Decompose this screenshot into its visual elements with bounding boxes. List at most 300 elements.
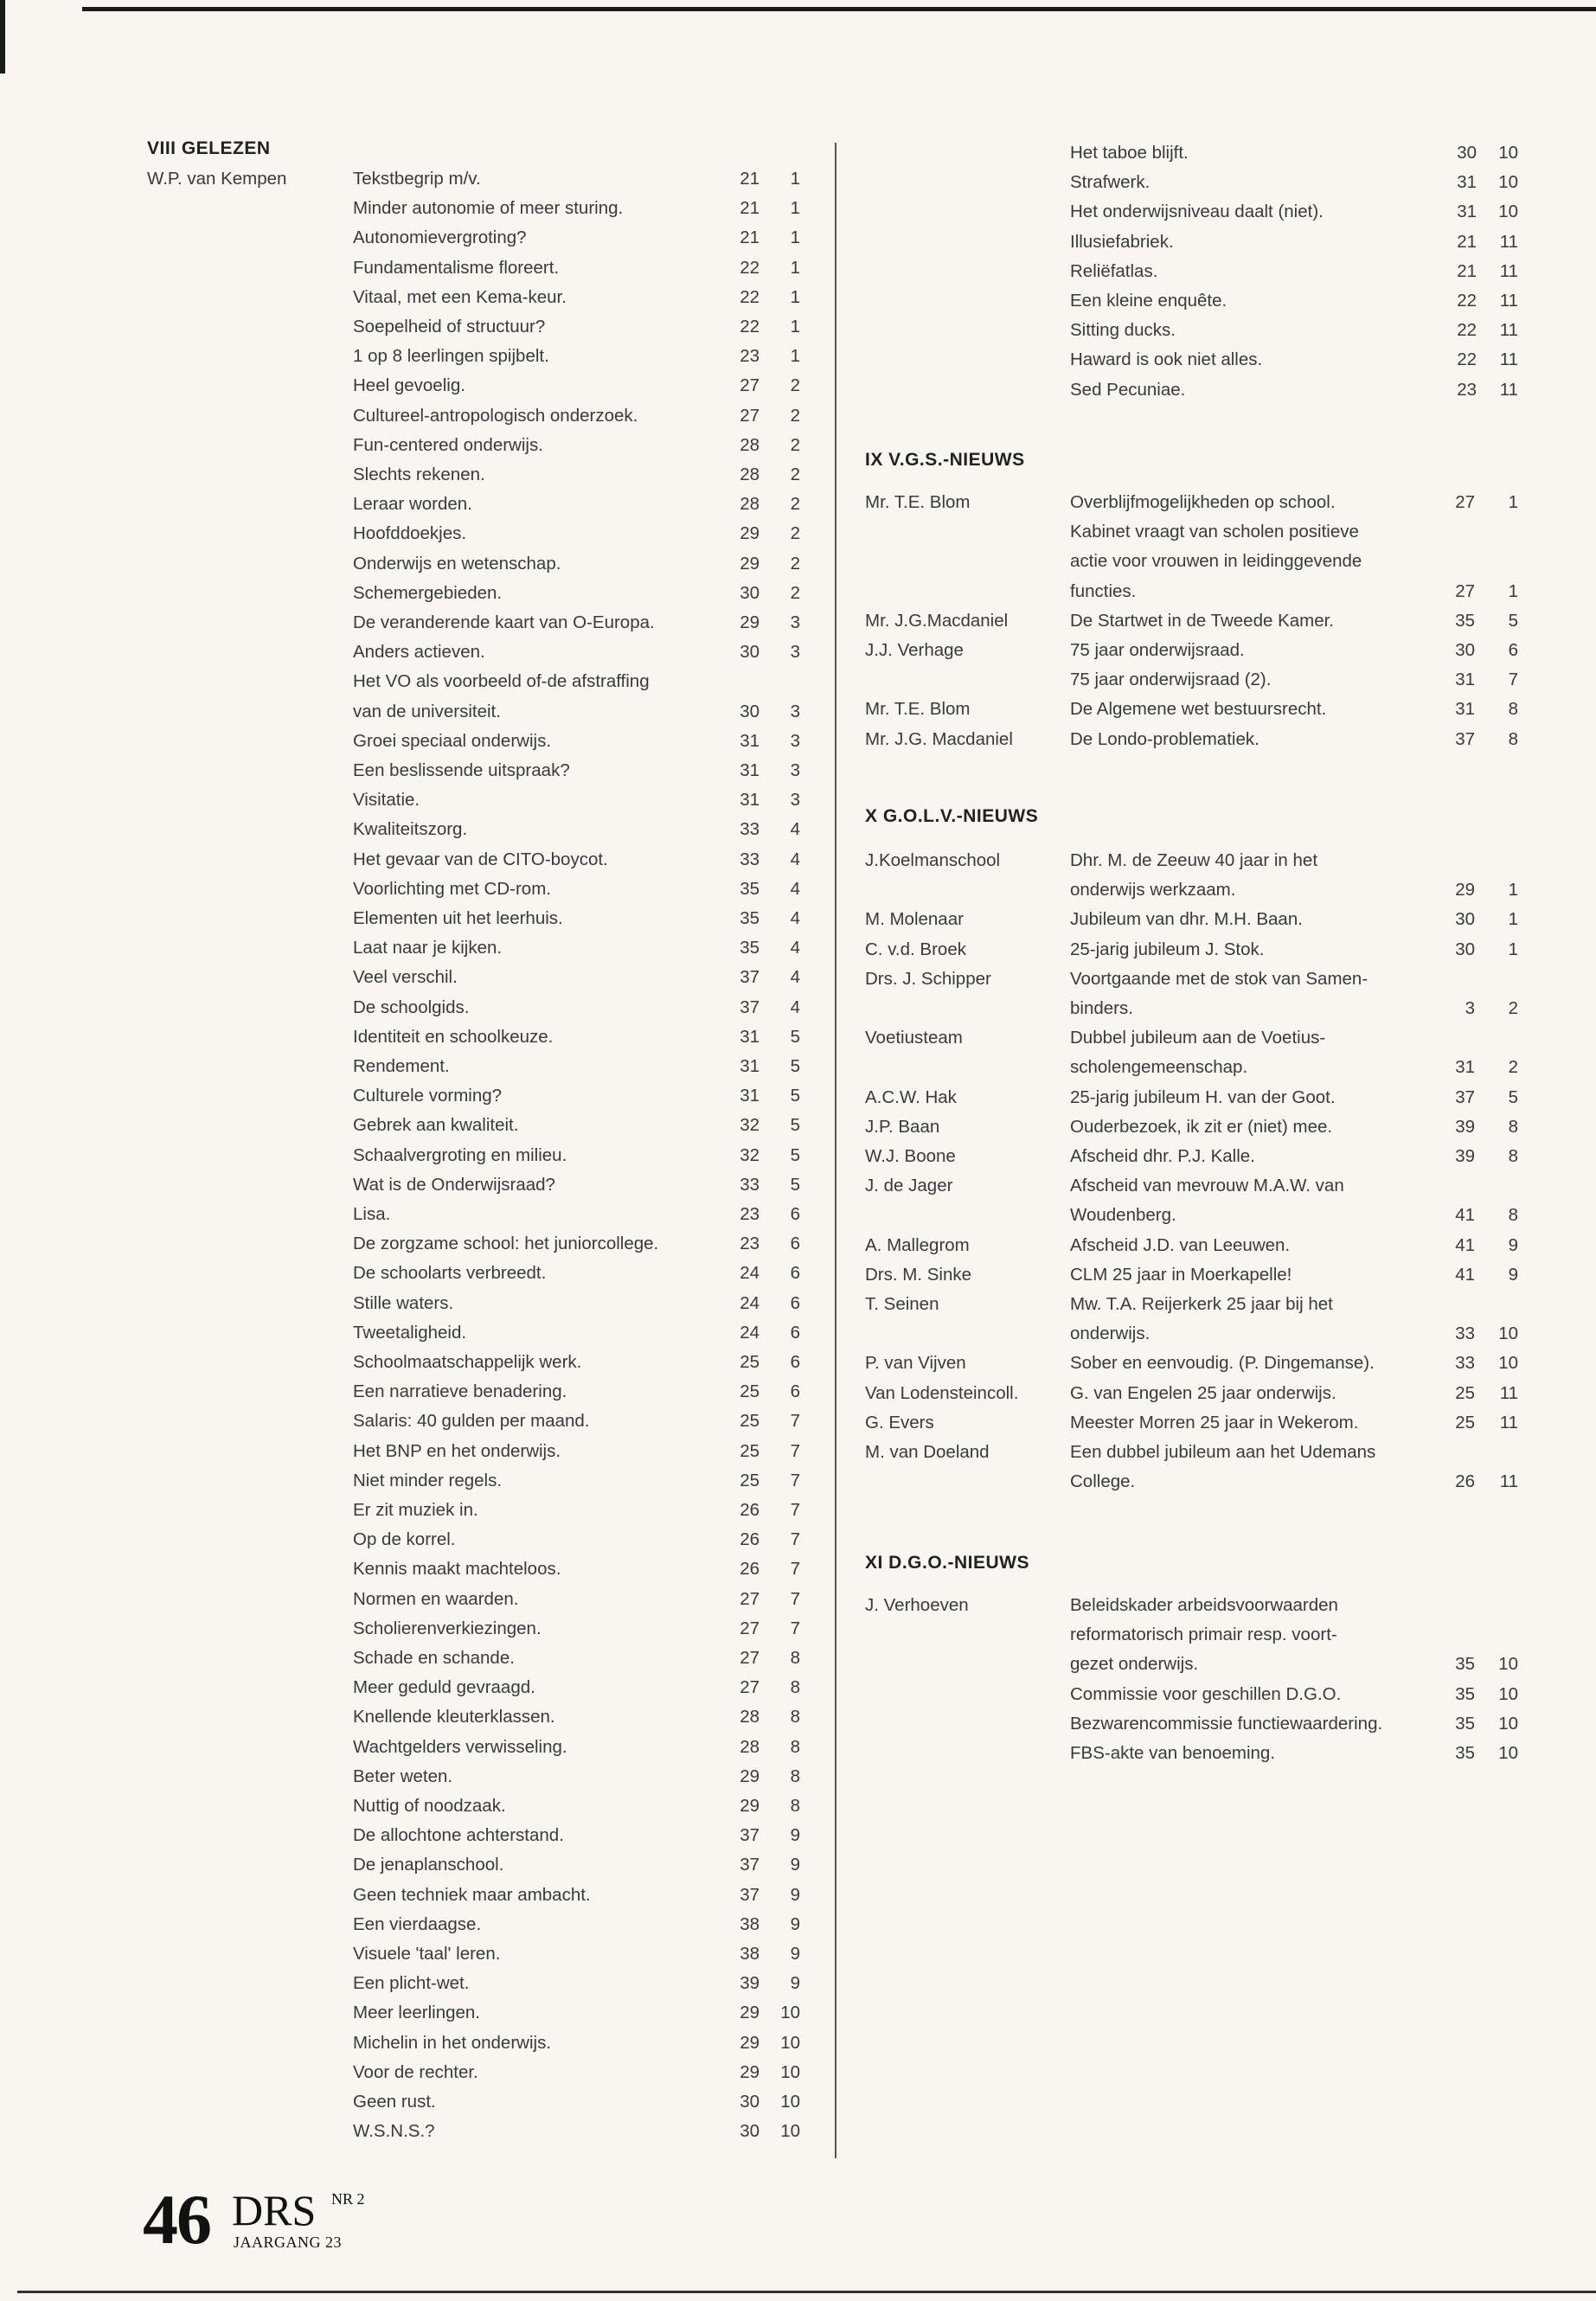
entry-issue-number: 1	[790, 198, 800, 219]
entry-title: Op de korrel.	[353, 1529, 456, 1550]
entry-issue-number: 6	[790, 1381, 800, 1402]
entry-page: 25	[740, 1470, 760, 1490]
page-number: 46	[143, 2180, 210, 2259]
entry-issue-number: 10	[1498, 1654, 1518, 1675]
entry-title: Reliëfatlas.	[1070, 260, 1158, 281]
entry-author: Mr. T.E. Blom	[865, 699, 971, 720]
entry-page: 27	[740, 375, 760, 396]
entry-issue-number: 5	[790, 1026, 800, 1047]
entry-issue-number: 10	[780, 2121, 800, 2142]
entry-issue-number: 2	[790, 405, 800, 426]
entry-page: 30	[1455, 909, 1475, 930]
entry-title: 75 jaar onderwijsraad (2).	[1070, 670, 1272, 690]
entry-title: Nuttig of noodzaak.	[353, 1796, 506, 1816]
entry-issue-number: 8	[1508, 1116, 1518, 1137]
magazine-brand: DRS	[232, 2186, 317, 2234]
entry-page: 33	[740, 849, 760, 869]
entry-title: Michelin in het onderwijs.	[353, 2032, 552, 2053]
entry-title: Commissie voor geschillen D.G.O.	[1070, 1683, 1342, 1704]
entry-page: 22	[1457, 320, 1477, 341]
entry-page: 39	[740, 1973, 760, 1994]
entry-issue-number: 3	[790, 612, 800, 632]
entry-page: 35	[1455, 1713, 1475, 1734]
entry-issue-number: 1	[1508, 880, 1518, 901]
entry-issue-number: 8	[790, 1796, 800, 1816]
entry-issue-number: 5	[790, 1174, 800, 1195]
entry-page: 30	[740, 701, 760, 721]
entry-title: Schade en schande.	[353, 1648, 515, 1668]
entry-title: Fundamentalisme floreert.	[353, 257, 560, 278]
entry-page: 29	[740, 1766, 760, 1786]
entry-title: Dhr. M. de Zeeuw 40 jaar in het	[1070, 850, 1318, 870]
entry-issue-number: 10	[1498, 1683, 1518, 1704]
entry-title: Knellende kleuterklassen.	[353, 1707, 555, 1727]
entry-page: 35	[740, 938, 760, 958]
entry-issue-number: 10	[1498, 1713, 1518, 1734]
entry-issue-number: 10	[1498, 143, 1518, 163]
entry-page: 31	[740, 730, 760, 751]
entry-title: actie voor vrouwen in leidinggevende	[1070, 551, 1362, 572]
entry-title: onderwijs.	[1070, 1324, 1151, 1344]
entry-title: Anders actieven.	[353, 642, 485, 663]
entry-page: 30	[740, 2092, 760, 2112]
entry-issue-number: 2	[1508, 998, 1518, 1018]
entry-title: Haward is ook niet alles.	[1070, 349, 1263, 370]
entry-author: A.C.W. Hak	[865, 1086, 957, 1107]
entry-title: Laat naar je kijken.	[353, 938, 503, 958]
entry-issue-number: 7	[790, 1440, 800, 1461]
entry-issue-number: 7	[790, 1559, 800, 1580]
entry-title: Gebrek aan kwaliteit.	[353, 1115, 519, 1136]
entry-page: 23	[1457, 379, 1477, 400]
entry-page: 33	[1455, 1324, 1475, 1344]
entry-title: Rendement.	[353, 1056, 450, 1076]
entry-title: Een beslissende uitspraak?	[353, 760, 570, 780]
entry-issue-number: 1	[790, 346, 800, 367]
entry-title: Minder autonomie of meer sturing.	[353, 198, 624, 219]
entry-author: A. Mallegrom	[865, 1234, 970, 1255]
entry-title: De allochtone achterstand.	[353, 1825, 564, 1846]
entry-title: Voorlichting met CD-rom.	[353, 878, 551, 899]
entry-issue-number: 6	[790, 1292, 800, 1313]
entry-page: 23	[740, 1204, 760, 1224]
issue-number: NR 2	[331, 2190, 365, 2208]
entry-title: Een narratieve benadering.	[353, 1381, 567, 1402]
entry-title: FBS-akte van benoeming.	[1070, 1743, 1276, 1763]
entry-page: 29	[740, 553, 760, 574]
entry-title: reformatorisch primair resp. voort-	[1070, 1625, 1337, 1645]
entry-issue-number: 9	[790, 1855, 800, 1875]
entry-page: 29	[1455, 880, 1475, 901]
entry-title: Het onderwijsniveau daalt (niet).	[1070, 202, 1324, 222]
entry-title: Bezwarencommissie functiewaardering.	[1070, 1713, 1383, 1734]
entry-page: 26	[740, 1559, 760, 1580]
entry-title: Leraar worden.	[353, 494, 472, 515]
entry-title: De Londo-problematiek.	[1070, 728, 1259, 749]
entry-issue-number: 9	[1508, 1234, 1518, 1255]
entry-page: 26	[740, 1529, 760, 1550]
entry-page: 35	[1455, 1743, 1475, 1763]
entry-title: College.	[1070, 1471, 1136, 1492]
entry-page: 32	[740, 1144, 760, 1165]
entry-page: 26	[740, 1500, 760, 1520]
entry-author: M. Molenaar	[865, 909, 964, 930]
entry-page: 3	[1465, 998, 1475, 1018]
entry-issue-number: 10	[780, 2003, 800, 2023]
entry-issue-number: 9	[790, 1884, 800, 1905]
entry-page: 21	[1457, 231, 1477, 252]
entry-title: Dubbel jubileum aan de Voetius-	[1070, 1028, 1326, 1048]
entry-page: 29	[740, 523, 760, 544]
entry-title: Afscheid dhr. P.J. Kalle.	[1070, 1146, 1255, 1166]
entry-title: Visuele 'taal' leren.	[353, 1944, 501, 1964]
entry-title: Woudenberg.	[1070, 1205, 1176, 1226]
entry-title: Culturele vorming?	[353, 1086, 503, 1106]
entry-issue-number: 4	[790, 819, 800, 840]
entry-author: Voetiusteam	[865, 1028, 963, 1048]
entry-title: Salaris: 40 gulden per maand.	[353, 1411, 590, 1432]
entry-page: 21	[1457, 260, 1477, 281]
entry-issue-number: 3	[790, 760, 800, 780]
entry-title: onderwijs werkzaam.	[1070, 880, 1236, 901]
entry-title: Visitatie.	[353, 790, 420, 811]
entry-issue-number: 4	[790, 878, 800, 899]
entry-issue-number: 4	[790, 849, 800, 869]
entry-title: Schaalvergroting en milieu.	[353, 1144, 567, 1165]
entry-page: 33	[740, 1174, 760, 1195]
entry-page: 29	[740, 2032, 760, 2053]
left-edge-rule	[0, 0, 5, 74]
entry-author: P. van Vijven	[865, 1353, 966, 1374]
entry-title: Kabinet vraagt van scholen positieve	[1070, 522, 1359, 542]
entry-issue-number: 11	[1499, 1471, 1518, 1492]
section-title: IX V.G.S.-NIEUWS	[865, 450, 1025, 470]
entry-title: De Startwet in de Tweede Kamer.	[1070, 610, 1335, 631]
entry-issue-number: 1	[790, 169, 800, 189]
entry-page: 24	[740, 1322, 760, 1343]
entry-title: Er zit muziek in.	[353, 1500, 478, 1520]
entry-page: 38	[740, 1913, 760, 1934]
entry-issue-number: 2	[790, 465, 800, 484]
entry-title: Sober en eenvoudig. (P. Dingemanse).	[1070, 1353, 1375, 1374]
entry-page: 28	[740, 494, 760, 515]
entry-title: Slechts rekenen.	[353, 465, 485, 484]
entry-page: 37	[740, 997, 760, 1017]
entry-issue-number: 3	[790, 790, 800, 811]
entry-issue-number: 7	[790, 1618, 800, 1638]
entry-title: CLM 25 jaar in Moerkapelle!	[1070, 1264, 1292, 1285]
entry-title: 1 op 8 leerlingen spijbelt.	[353, 346, 549, 367]
entry-author: Mr. T.E. Blom	[865, 492, 971, 512]
entry-title: Schemergebieden.	[353, 582, 503, 603]
entry-title: Soepelheid of structuur?	[353, 317, 546, 336]
entry-issue-number: 11	[1499, 379, 1518, 400]
entry-page: 35	[1455, 610, 1475, 631]
entry-title: Het BNP en het onderwijs.	[353, 1440, 561, 1461]
entry-page: 30	[1455, 640, 1475, 660]
entry-title: scholengemeenschap.	[1070, 1057, 1248, 1078]
entry-title: Meester Morren 25 jaar in Wekerom.	[1070, 1412, 1359, 1433]
entry-page: 28	[740, 1707, 760, 1727]
entry-page: 27	[740, 405, 760, 426]
entry-issue-number: 2	[790, 553, 800, 574]
entry-page: 31	[740, 1056, 760, 1076]
entry-page: 37	[740, 1884, 760, 1905]
entry-issue-number: 10	[1498, 202, 1518, 222]
entry-issue-number: 10	[780, 2092, 800, 2112]
entry-title: Schoolmaatschappelijk werk.	[353, 1352, 582, 1372]
entry-title: Kwaliteitszorg.	[353, 819, 468, 840]
entry-page: 27	[1455, 492, 1475, 512]
entry-issue-number: 5	[1508, 1086, 1518, 1107]
entry-page: 30	[1457, 143, 1477, 163]
entry-title: Meer geduld gevraagd.	[353, 1677, 535, 1698]
entry-title: Groei speciaal onderwijs.	[353, 730, 552, 751]
entry-issue-number: 11	[1499, 231, 1518, 252]
entry-title: Een dubbel jubileum aan het Udemans	[1070, 1442, 1376, 1462]
entry-page: 41	[1455, 1205, 1475, 1226]
entry-author: J. Verhoeven	[865, 1595, 969, 1615]
entry-title: Identiteit en schoolkeuze.	[353, 1026, 554, 1047]
bottom-rule	[17, 2291, 1596, 2293]
entry-page: 22	[740, 286, 760, 307]
entry-issue-number: 1	[1508, 492, 1518, 512]
entry-title: Een plicht-wet.	[353, 1973, 470, 1994]
entry-title: Geen rust.	[353, 2092, 436, 2112]
entry-issue-number: 11	[1499, 1412, 1518, 1433]
entry-title: Lisa.	[353, 1204, 391, 1224]
entry-issue-number: 8	[1508, 1205, 1518, 1226]
entry-page: 29	[740, 2061, 760, 2082]
entry-page: 31	[1455, 1057, 1475, 1078]
entry-page: 27	[740, 1588, 760, 1609]
entry-issue-number: 7	[790, 1588, 800, 1609]
entry-issue-number: 8	[1508, 728, 1518, 749]
section-title: XI D.G.O.-NIEUWS	[865, 1553, 1030, 1573]
entry-page: 33	[1455, 1353, 1475, 1374]
entry-issue-number: 7	[790, 1411, 800, 1432]
entry-page: 22	[1457, 349, 1477, 370]
section-title: VIII GELEZEN	[147, 138, 271, 158]
section-title: X G.O.L.V.-NIEUWS	[865, 806, 1039, 826]
entry-issue-number: 3	[790, 730, 800, 751]
entry-title: Wat is de Onderwijsraad?	[353, 1174, 555, 1195]
entry-issue-number: 9	[790, 1825, 800, 1846]
entry-page: 27	[740, 1677, 760, 1698]
entry-issue-number: 8	[790, 1736, 800, 1757]
entry-page: 25	[740, 1440, 760, 1461]
entry-page: 37	[740, 1825, 760, 1846]
entry-title: Fun-centered onderwijs.	[353, 434, 543, 455]
entry-page: 22	[740, 317, 760, 336]
entry-issue-number: 1	[1508, 909, 1518, 930]
entry-issue-number: 5	[1508, 610, 1518, 631]
entry-author: G. Evers	[865, 1412, 934, 1433]
entry-issue-number: 11	[1499, 320, 1518, 341]
entry-title: W.S.N.S.?	[353, 2121, 435, 2142]
entry-issue-number: 3	[790, 701, 800, 721]
entry-title: Tweetaligheid.	[353, 1322, 467, 1343]
entry-title: Beleidskader arbeidsvoorwaarden	[1070, 1595, 1338, 1615]
entry-page: 31	[740, 790, 760, 811]
entry-issue-number: 8	[790, 1766, 800, 1786]
entry-page: 31	[740, 1086, 760, 1106]
entry-title: Voortgaande met de stok van Samen-	[1070, 968, 1368, 989]
entry-page: 30	[740, 642, 760, 663]
entry-issue-number: 8	[1508, 1146, 1518, 1166]
entry-title: Afscheid van mevrouw M.A.W. van	[1070, 1176, 1344, 1196]
volume-label: JAARGANG 23	[234, 2234, 343, 2251]
entry-title: van de universiteit.	[353, 701, 501, 721]
entry-title: Beter weten.	[353, 1766, 453, 1786]
entry-title: 25-jarig jubileum J. Stok.	[1070, 939, 1265, 959]
entry-page: 24	[740, 1292, 760, 1313]
entry-page: 37	[740, 1855, 760, 1875]
entry-page: 29	[740, 612, 760, 632]
entry-title: Illusiefabriek.	[1070, 231, 1174, 252]
entry-page: 30	[740, 2121, 760, 2142]
entry-title: Een vierdaagse.	[353, 1913, 482, 1934]
entry-issue-number: 5	[790, 1056, 800, 1076]
entry-author: Mr. J.G.Macdaniel	[865, 610, 1009, 631]
entry-issue-number: 2	[790, 434, 800, 455]
entry-title: Elementen uit het leerhuis.	[353, 908, 563, 928]
entry-title: Normen en waarden.	[353, 1588, 519, 1609]
entry-author: Drs. J. Schipper	[865, 968, 991, 989]
entry-issue-number: 1	[790, 228, 800, 248]
entry-author: Van Lodensteincoll.	[865, 1382, 1019, 1403]
entry-page: 31	[740, 1026, 760, 1047]
entry-issue-number: 8	[1508, 699, 1518, 720]
entry-author: Mr. J.G. Macdaniel	[865, 728, 1013, 749]
entry-page: 22	[740, 257, 760, 278]
entry-title: De veranderende kaart van O-Europa.	[353, 612, 655, 632]
entry-title: Cultureel-antropologisch onderzoek.	[353, 405, 638, 426]
entry-title: Onderwijs en wetenschap.	[353, 553, 561, 574]
entry-page: 41	[1455, 1264, 1475, 1285]
entry-issue-number: 9	[790, 1944, 800, 1964]
entry-issue-number: 9	[790, 1973, 800, 1994]
entry-page: 31	[1455, 699, 1475, 720]
entry-issue-number: 10	[1498, 1324, 1518, 1344]
entry-author: W.J. Boone	[865, 1146, 956, 1166]
entry-issue-number: 11	[1499, 291, 1518, 311]
entry-page: 28	[740, 1736, 760, 1757]
entry-page: 21	[740, 228, 760, 248]
entry-title: Veel verschil.	[353, 967, 458, 988]
entry-page: 31	[740, 760, 760, 780]
entry-page: 37	[1455, 728, 1475, 749]
entry-page: 32	[740, 1115, 760, 1136]
entry-title: Het taboe blijft.	[1070, 143, 1189, 163]
entry-title: Hoofddoekjes.	[353, 523, 467, 544]
entry-issue-number: 10	[780, 2061, 800, 2082]
entry-issue-number: 5	[790, 1144, 800, 1165]
entry-issue-number: 8	[790, 1707, 800, 1727]
entry-issue-number: 7	[790, 1529, 800, 1550]
entry-author: W.P. van Kempen	[147, 169, 287, 189]
top-rule	[82, 7, 1596, 11]
entry-author: J.J. Verhage	[865, 640, 964, 660]
entry-title: Vitaal, met een Kema-keur.	[353, 286, 567, 307]
entry-page: 38	[740, 1944, 760, 1964]
entry-issue-number: 5	[790, 1115, 800, 1136]
entry-issue-number: 6	[1508, 640, 1518, 660]
entry-page: 25	[740, 1352, 760, 1372]
entry-title: Scholierenverkiezingen.	[353, 1618, 542, 1638]
entry-author: J.Koelmanschool	[865, 850, 1001, 870]
entry-title: Afscheid J.D. van Leeuwen.	[1070, 1234, 1291, 1255]
entry-page: 30	[740, 582, 760, 603]
entry-title: De Algemene wet bestuursrecht.	[1070, 699, 1327, 720]
entry-issue-number: 2	[790, 523, 800, 544]
entry-page: 21	[740, 198, 760, 219]
entry-issue-number: 4	[790, 938, 800, 958]
entry-title: Het gevaar van de CITO-boycot.	[353, 849, 608, 869]
entry-author: Drs. M. Sinke	[865, 1264, 972, 1285]
entry-title: De jenaplanschool.	[353, 1855, 504, 1875]
entry-page: 25	[740, 1381, 760, 1402]
entry-page: 39	[1455, 1116, 1475, 1137]
entry-page: 31	[1457, 202, 1477, 222]
entry-title: De schoolarts verbreedt.	[353, 1263, 547, 1284]
entry-issue-number: 1	[1508, 939, 1518, 959]
entry-issue-number: 10	[780, 2032, 800, 2053]
entry-title: De schoolgids.	[353, 997, 470, 1017]
entry-issue-number: 3	[790, 642, 800, 663]
entry-page: 21	[740, 169, 760, 189]
entry-issue-number: 1	[790, 317, 800, 336]
entry-issue-number: 4	[790, 997, 800, 1017]
entry-title: G. van Engelen 25 jaar onderwijs.	[1070, 1382, 1336, 1403]
entry-page: 27	[740, 1648, 760, 1668]
entry-page: 23	[740, 1234, 760, 1254]
entry-page: 26	[1455, 1471, 1475, 1492]
entry-issue-number: 6	[790, 1263, 800, 1284]
entry-title: Jubileum van dhr. M.H. Baan.	[1070, 909, 1303, 930]
entry-page: 31	[1457, 172, 1477, 193]
entry-page: 35	[1455, 1654, 1475, 1675]
entry-issue-number: 8	[790, 1648, 800, 1668]
entry-issue-number: 10	[1498, 1353, 1518, 1374]
entry-page: 35	[740, 878, 760, 899]
entry-title: Mw. T.A. Reijerkerk 25 jaar bij het	[1070, 1294, 1333, 1314]
entry-issue-number: 6	[790, 1234, 800, 1254]
entry-author: J. de Jager	[865, 1176, 953, 1196]
entry-issue-number: 7	[1508, 670, 1518, 690]
entry-issue-number: 11	[1499, 1382, 1518, 1403]
entry-title: Meer leerlingen.	[353, 2003, 480, 2023]
entry-issue-number: 5	[790, 1086, 800, 1106]
entry-issue-number: 7	[790, 1470, 800, 1490]
entry-title: Tekstbegrip m/v.	[353, 169, 481, 189]
entry-page: 31	[1455, 670, 1475, 690]
entry-title: De zorgzame school: het juniorcollege.	[353, 1234, 659, 1254]
entry-issue-number: 2	[790, 375, 800, 396]
entry-issue-number: 11	[1499, 349, 1518, 370]
entry-issue-number: 4	[790, 967, 800, 988]
entry-page: 39	[1455, 1146, 1475, 1166]
entry-title: Geen techniek maar ambacht.	[353, 1884, 591, 1905]
entry-title: Niet minder regels.	[353, 1470, 503, 1490]
entry-issue-number: 6	[790, 1352, 800, 1372]
entry-issue-number: 6	[790, 1322, 800, 1343]
entry-issue-number: 4	[790, 908, 800, 928]
entry-author: C. v.d. Broek	[865, 939, 966, 959]
entry-page: 27	[1455, 580, 1475, 601]
entry-issue-number: 9	[790, 1913, 800, 1934]
entry-page: 35	[740, 908, 760, 928]
